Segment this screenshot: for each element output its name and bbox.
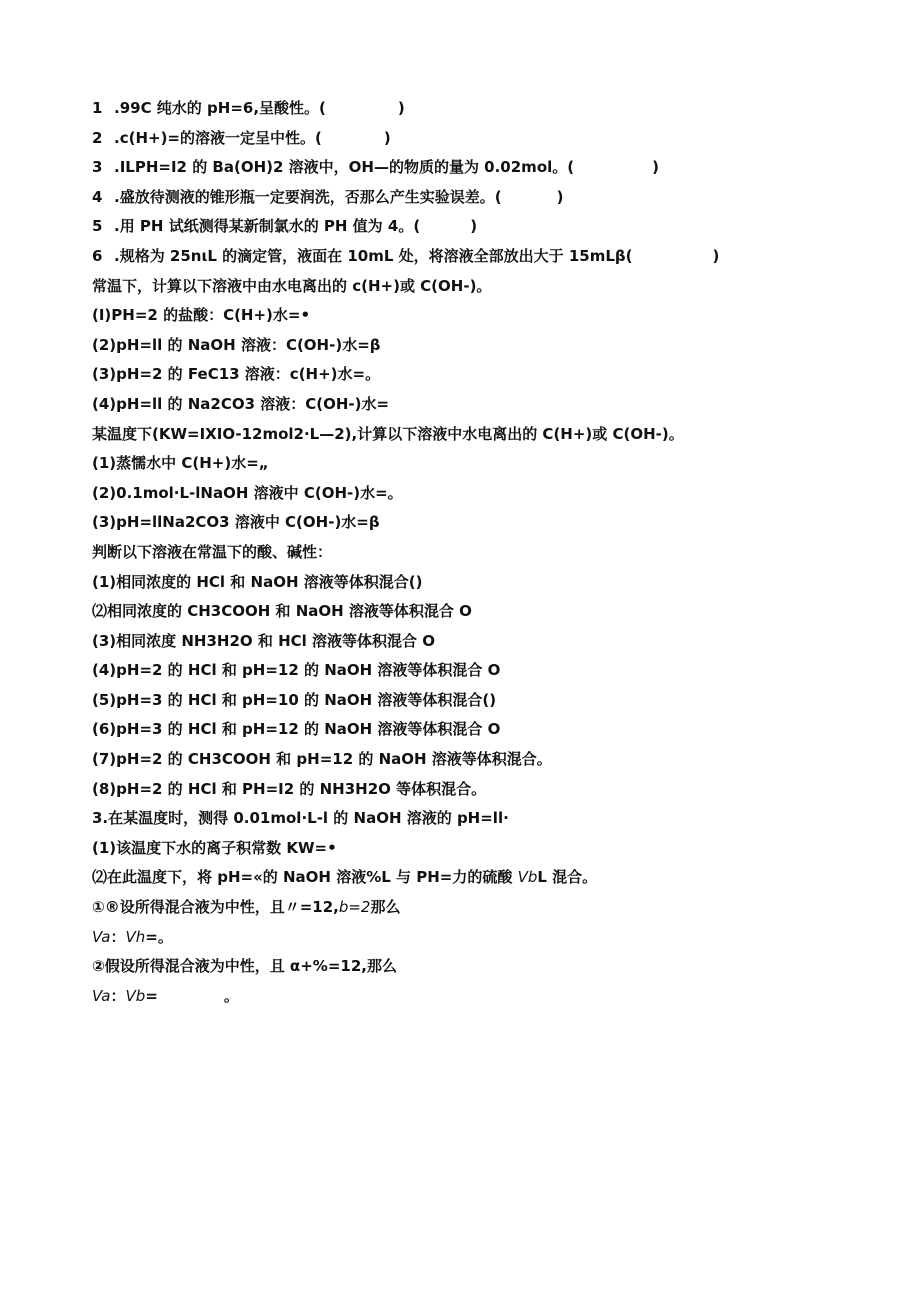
section-intro: 判断以下溶液在常温下的酸、碱性： (92, 542, 333, 561)
ratio-symbol: Va (92, 986, 111, 1005)
question-number: 3 (92, 158, 103, 177)
sub-question (92, 863, 892, 893)
ratio-symbol: Vb (125, 986, 146, 1005)
judge-item: ⑵相同浓度的 CH3COOH 和 NaOH 溶液等体积混合 O (92, 602, 472, 621)
judge-item: (8)pH=2 的 HCl 和 PH=I2 的 NH3H2O 等体积混合。 (92, 779, 487, 798)
question-number: 5 (92, 217, 103, 236)
answer-bracket-close: ) (383, 128, 391, 147)
question-text: .规格为 25nιL 的滴定管，液面在 10mL 处，将溶液全部放出大于 15mLβ( (114, 246, 633, 265)
question-number: 1 (92, 99, 103, 117)
section-intro: 某温度下(KW=IXIO-12mol2·L—2),计算以下溶液中水电离出的 C(H+)或 C(OH-)。 (92, 424, 684, 443)
question-text: .盛放待测液的锥形瓶一定要润洗，否那么产生实验误差。( (114, 187, 502, 206)
ratio-tail: =。 (145, 927, 173, 946)
ratio-answer (92, 923, 892, 953)
answer-bracket-close: ) (397, 99, 405, 117)
question-text: .c(H+)=的溶液一定呈中性。( (114, 128, 322, 147)
answer-bracket-close: ) (712, 246, 720, 265)
ratio-symbol: Vh (125, 927, 146, 946)
sub-question: ②假设所得混合液为中性，且 α+%=12,那么 (92, 957, 397, 976)
question-4 (92, 183, 892, 213)
sub-question-text: ①®设所得混合液为中性，且〃=12, (92, 898, 339, 917)
question-1 (92, 94, 892, 124)
sub-question: (1)该温度下水的离子积常数 KW=• (92, 838, 337, 857)
judge-item: (4)pH=2 的 HCl 和 pH=12 的 NaOH 溶液等体积混合 O (92, 661, 501, 680)
question-2 (92, 124, 892, 154)
calc-item: (I)PH=2 的盐酸：C(H+)水=• (92, 306, 311, 325)
calc-item: (2)0.1mol·L-lNaOH 溶液中 C(OH-)水=。 (92, 483, 403, 502)
question-text: .99C 纯水的 pH=6,呈酸性。( (114, 99, 326, 117)
ratio-answer (92, 982, 892, 1012)
ratio-separator: ： (110, 986, 126, 1005)
answer-bracket-close: ) (470, 217, 478, 236)
judge-item: (5)pH=3 的 HCl 和 pH=10 的 NaOH 溶液等体积混合() (92, 690, 497, 709)
calc-item: (3)pH=2 的 FeC13 溶液：c(H+)水=。 (92, 365, 381, 384)
sub-question-text: L 混合。 (537, 868, 598, 887)
ratio-symbol: Va (92, 927, 111, 946)
question-text: .ILPH=I2 的 Ba(OH)2 溶液中，OH—的物质的量为 0.02mol。( (114, 158, 575, 177)
section-intro: 常温下，计算以下溶液中由水电离出的 c(H+)或 C(OH-)。 (92, 276, 492, 295)
question-3 (92, 153, 892, 183)
judge-item: (3)相同浓度 NH3H2O 和 HCl 溶液等体积混合 O (92, 631, 436, 650)
answer-bracket-close: ) (652, 158, 659, 177)
calc-item: (1)蒸懦水中 C(H+)水=„ (92, 454, 269, 473)
question-text: .用 PH 试纸测得某新制氯水的 PH 值为 4。( (114, 217, 421, 236)
ratio-separator: ： (110, 927, 126, 946)
document-body (92, 94, 892, 1011)
answer-bracket-close: ) (556, 187, 564, 206)
ratio-tail: = (145, 986, 158, 1005)
condition-text: b=2 (338, 898, 371, 917)
judge-item: (7)pH=2 的 CH3COOH 和 pH=12 的 NaOH 溶液等体积混合。 (92, 750, 552, 769)
sub-question-text: ⑵在此温度下，将 pH=«的 NaOH 溶液%L 与 PH=力的硫酸 (92, 868, 518, 887)
section-intro: 3.在某温度时，测得 0.01mol·L-l 的 NaOH 溶液的 pH=ll· (92, 809, 509, 828)
question-number: 4 (92, 187, 103, 206)
question-number: 2 (92, 128, 103, 147)
sub-question (92, 893, 892, 923)
ratio-end: 。 (223, 986, 239, 1005)
sub-question-text: 那么 (370, 898, 401, 917)
judge-item: (1)相同浓度的 HCl 和 NaOH 溶液等体积混合() (92, 572, 423, 591)
question-5 (92, 212, 892, 242)
question-number: 6 (92, 246, 103, 265)
calc-item: (4)pH=ll 的 Na2CO3 溶液：C(OH-)水= (92, 394, 390, 413)
volume-symbol: Vb (517, 868, 538, 887)
calc-item: (3)pH=llNa2CO3 溶液中 C(OH-)水=β (92, 513, 380, 532)
judge-item: (6)pH=3 的 HCl 和 pH=12 的 NaOH 溶液等体积混合 O (92, 720, 501, 739)
question-6 (92, 242, 892, 272)
calc-item: (2)pH=ll 的 NaOH 溶液：C(OH-)水=β (92, 335, 381, 354)
